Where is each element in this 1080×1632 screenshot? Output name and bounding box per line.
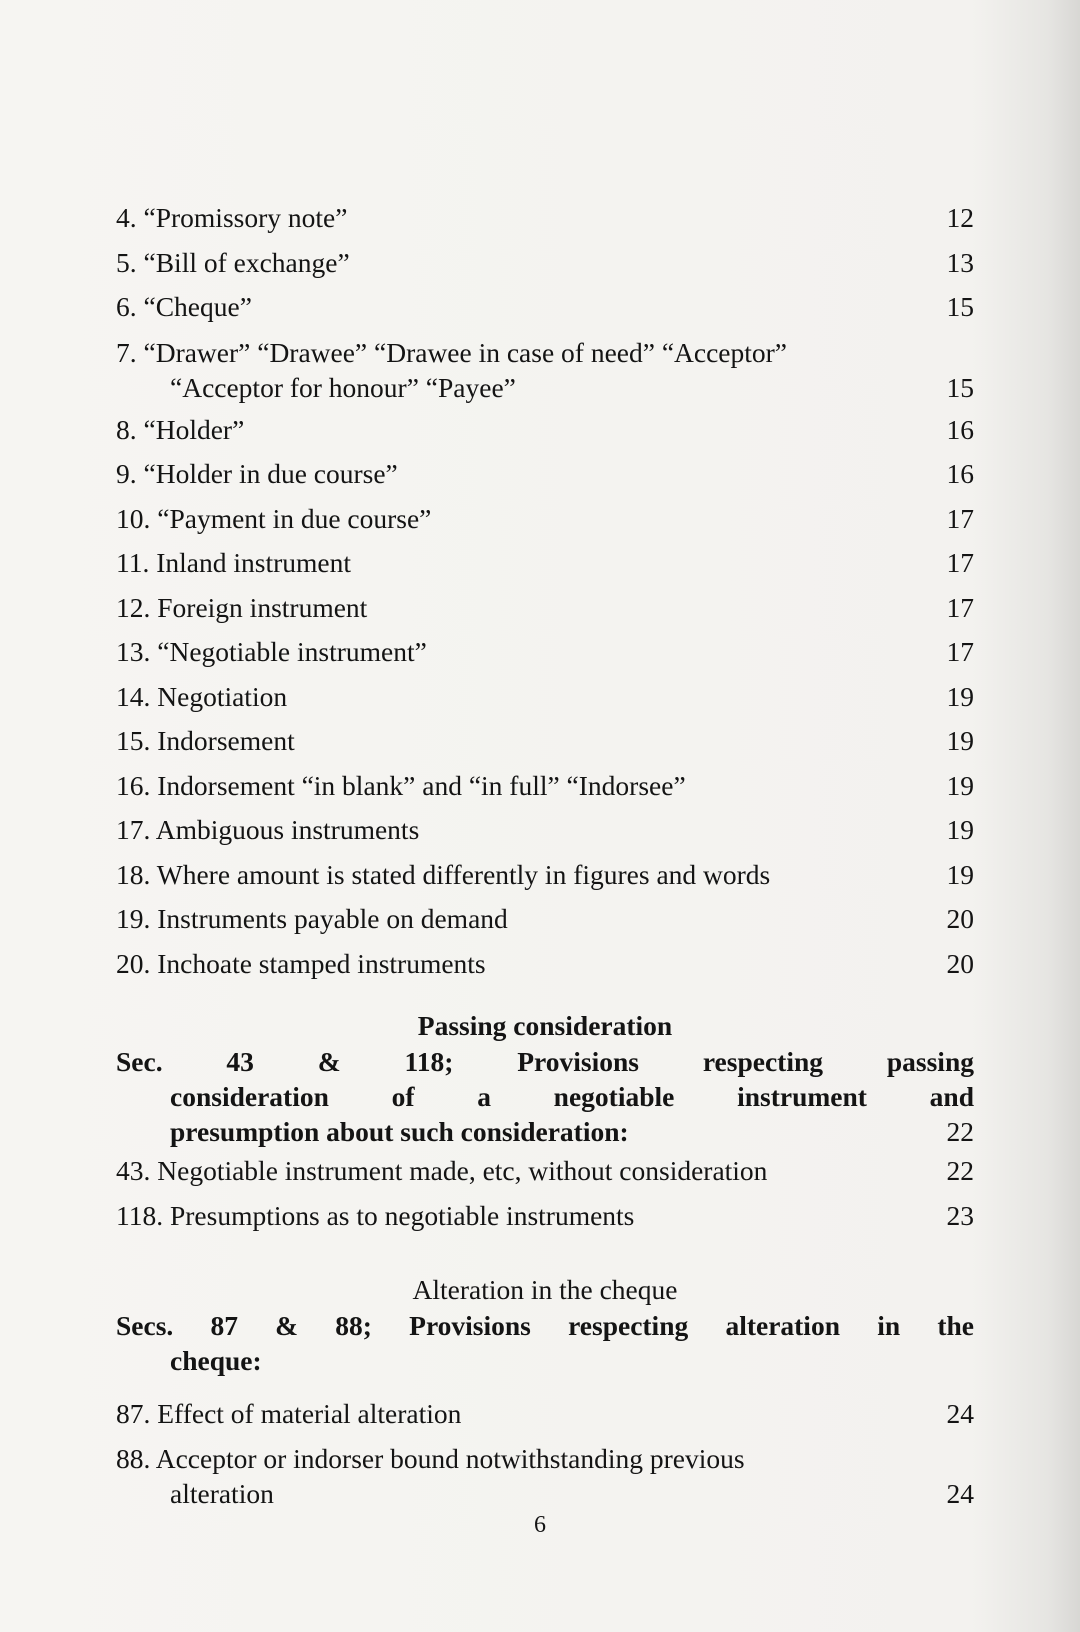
toc-entry [116,196,974,241]
toc-page-number: 17 [946,591,974,623]
toc-entry [116,808,974,853]
toc-page-number: 23 [946,1199,974,1231]
toc-entry-text: 43. Negotiable instrument made, etc, without consideration [116,1155,768,1186]
section-provision-title-cont: presumption about such consideration: [170,1116,629,1147]
toc-entry-text: 8. “Holder” [116,413,245,445]
toc-page-number: 19 [946,814,974,845]
section-provision-title-cont: cheque: [170,1345,262,1376]
toc-page-number: 24 [946,1477,974,1509]
toc-entry-text: 17. Ambiguous instruments [116,814,420,845]
toc-page-number: 15 [946,371,974,403]
section-provision-title-cont: consideration of a negotiable instrument and [170,1081,974,1112]
toc-entry [116,408,974,453]
toc-entry-text: 12. Foreign instrument [116,591,368,623]
toc-page-number: 24 [946,1398,974,1429]
toc-entry [116,497,974,542]
toc-page-number: 16 [946,458,974,489]
toc-entry-text: 4. “Promissory note” [116,202,348,233]
toc-entry-text-cont: “Acceptor for honour” “Payee” [170,371,516,403]
toc-page-number: 12 [946,202,974,233]
toc-entry-text: 6. “Cheque” [116,291,252,322]
toc-entry-text: 16. Indorsement “in blank” and “in full” “Indorsee” [116,769,686,801]
toc-page-number: 17 [946,636,974,667]
toc-entry-text: 18. Where amount is stated differently in figures and words [116,858,771,890]
toc-page-number: 22 [946,1155,974,1186]
toc-entry-text: 5. “Bill of exchange” [116,246,350,278]
toc-entry [116,853,974,898]
toc-page-number: 19 [946,680,974,712]
toc-entry-text: 88. Acceptor or indorser bound notwithstanding previous [116,1442,745,1474]
toc-entry-text: 20. Inchoate stamped instruments [116,947,486,979]
toc-entry [116,1149,974,1194]
toc-entry-text: 10. “Payment in due course” [116,502,432,534]
toc-entry [116,1392,974,1437]
section-heading-alteration: Alteration in the cheque [412,1274,678,1305]
toc-entry-text: 13. “Negotiable instrument” [116,636,427,667]
toc-page-number: 19 [946,725,974,756]
toc-page-number: 17 [946,502,974,534]
table-of-contents [116,196,974,1511]
toc-entry [116,1114,974,1149]
toc-entry [116,452,974,497]
toc-entry-7 [116,335,974,405]
toc-page-number: 19 [946,769,974,801]
toc-page-number: 19 [946,858,974,890]
toc-page-number: 20 [946,903,974,934]
toc-entry-text: 118. Presumptions as to negotiable instruments [116,1199,635,1231]
toc-page-number: 20 [946,947,974,979]
toc-page-number: 15 [946,291,974,322]
toc-entry [116,241,974,286]
toc-entry-text: 9. “Holder in due course” [116,458,398,489]
toc-entry-text: 15. Indorsement [116,725,295,756]
toc-list [116,1149,974,1238]
toc-entry-text: 11. Inland instrument [116,547,351,578]
section-provision-title: Secs. 87 & 88; Provisions respecting alteration in the [116,1310,974,1341]
toc-entry [116,719,974,764]
toc-entry-text-cont: alteration [170,1477,274,1509]
toc-entry [116,897,974,942]
toc-list [116,408,974,987]
toc-entry [116,630,974,675]
toc-list [116,196,974,330]
toc-entry-text: 19. Instruments payable on demand [116,903,508,934]
toc-entry-88 [116,1441,974,1511]
toc-page-number: 17 [946,547,974,578]
section-provision-title: Sec. 43 & 118; Provisions respecting passing [116,1046,974,1077]
toc-entry-text: 87. Effect of material alteration [116,1398,462,1429]
toc-entry-text: 7. “Drawer” “Drawee” “Drawee in case of need” “Acceptor” [116,336,788,368]
toc-entry [116,675,974,720]
toc-entry [116,942,974,987]
toc-entry [116,1194,974,1239]
toc-entry [116,285,974,330]
toc-entry [116,764,974,809]
toc-entry-text: 14. Negotiation [116,680,288,712]
page-number: 6 [534,1512,546,1538]
toc-entry [116,586,974,631]
toc-page-number: 22 [946,1116,974,1147]
section-heading-passing: Passing consideration [417,1010,673,1041]
toc-page-number: 13 [946,246,974,278]
toc-page-number: 16 [946,413,974,445]
toc-entry [116,541,974,586]
